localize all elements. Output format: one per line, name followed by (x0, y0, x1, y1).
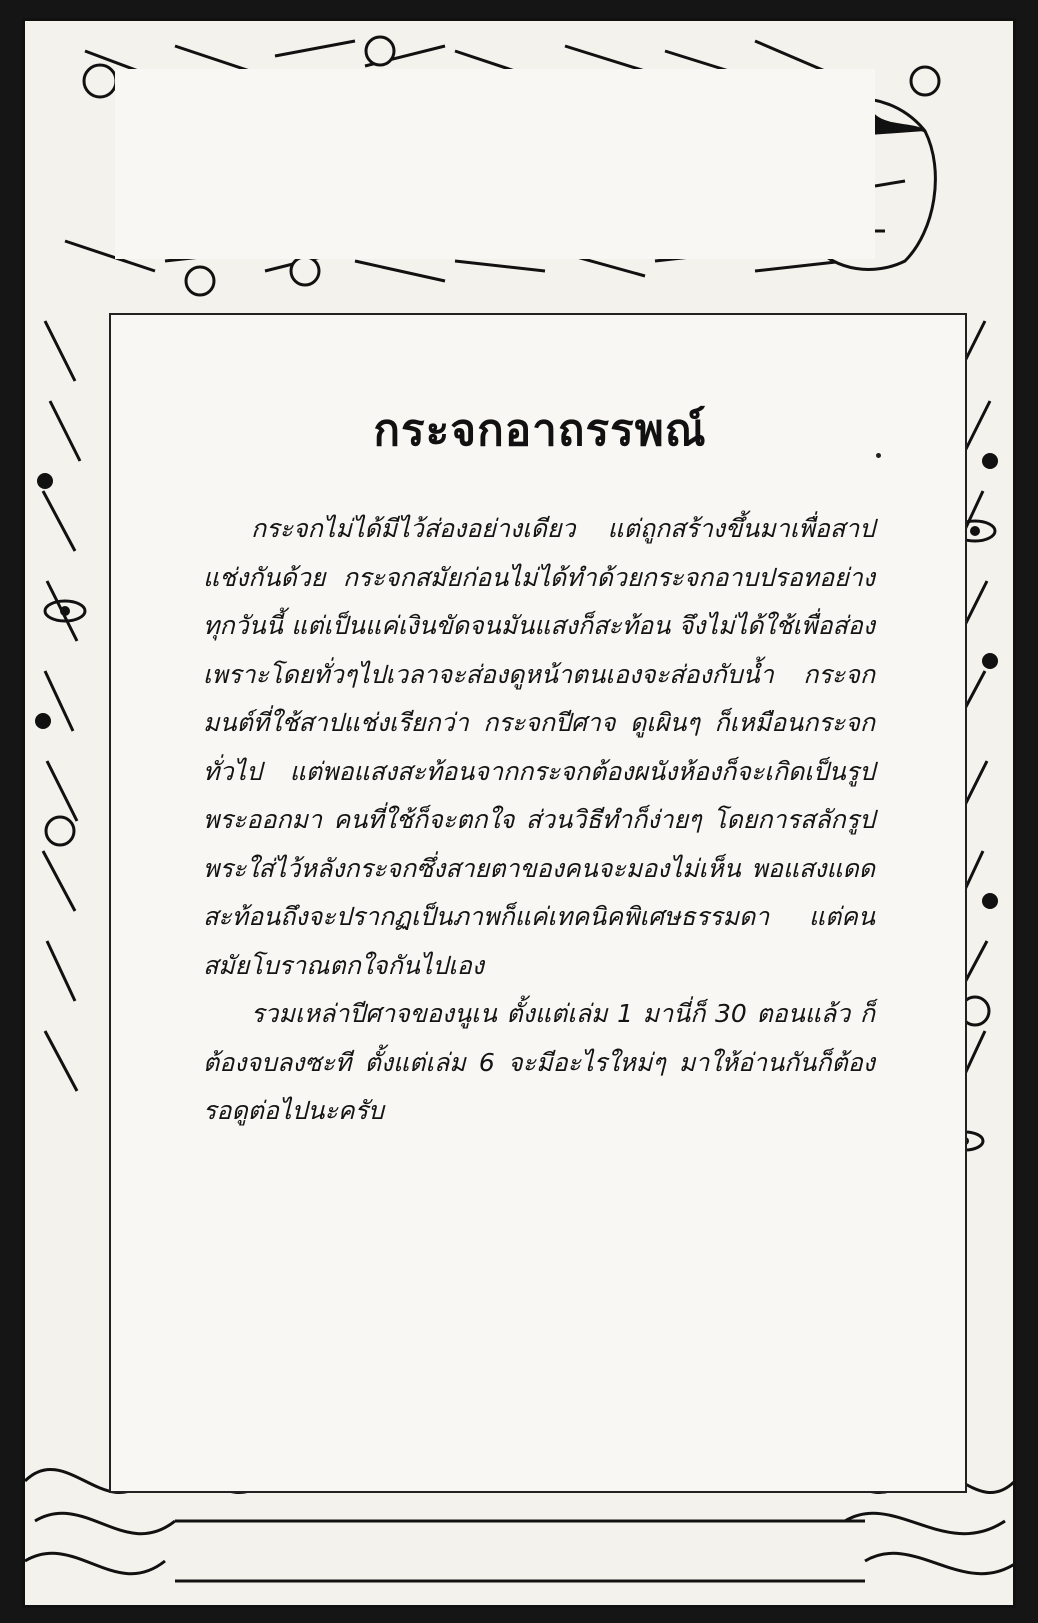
page-title: กระจกอาถรรพณ์ (373, 405, 707, 456)
top-blank-panel (115, 69, 875, 259)
article-body (203, 505, 875, 1136)
paragraph-2: รวมเหล่าปีศาจของนูเน ตั้งแต่เล่ม 1 มานี่ก็ 30 ตอนแล้ว ก็ต้องจบลงซะที ตั้งแต่เล่ม 6 จะมีอะไรใหม่ๆ มาให้อ่านกันก็ต้องรอดูต่อไปนะครับ (203, 999, 875, 1125)
paragraph-1: กระจกไม่ได้มีไว้ส่องอย่างเดียว แต่ถูกสร้างขึ้นมาเพื่อสาปแช่งกันด้วย กระจกสมัยก่อนไม่ได้ทำด้วยกระจกอาบปรอทอย่างทุกวันนี้ แต่เป็นแค่เงินขัดจนมันแสงก็สะท้อน จึงไม่ได้ใช้เพื่อส่อง เพราะโดยทั่วๆไปเวลาจะส่องดูหน้าตนเองจะส่องกับน้ำ กระจกมนต์ที่ใช้สาปแช่งเรียกว่า กระจกปีศาจ ดูเผินๆ ก็เหมือนกระจกทั่วไป แต่พอแสงสะท้อนจากกระจกต้องผนังห้องก็จะเกิดเป็นรูปพระออกมา คนที่ใช้ก็จะตกใจ ส่วนวิธีทำก็ง่ายๆ โดยการสลักรูปพระใส่ไว้หลังกระจกซึ่งสายตาของคนจะมองไม่เห็น พอแสงแดดสะท้อนถึงจะปรากฏเป็นภาพก็แค่เทคนิคพิเศษธรรมดา แต่คนสมัยโบราณตกใจกันไปเอง (203, 514, 875, 980)
ink-speck (876, 453, 881, 458)
decorative-border-frame (22, 18, 1016, 1608)
text-panel (109, 313, 967, 1493)
